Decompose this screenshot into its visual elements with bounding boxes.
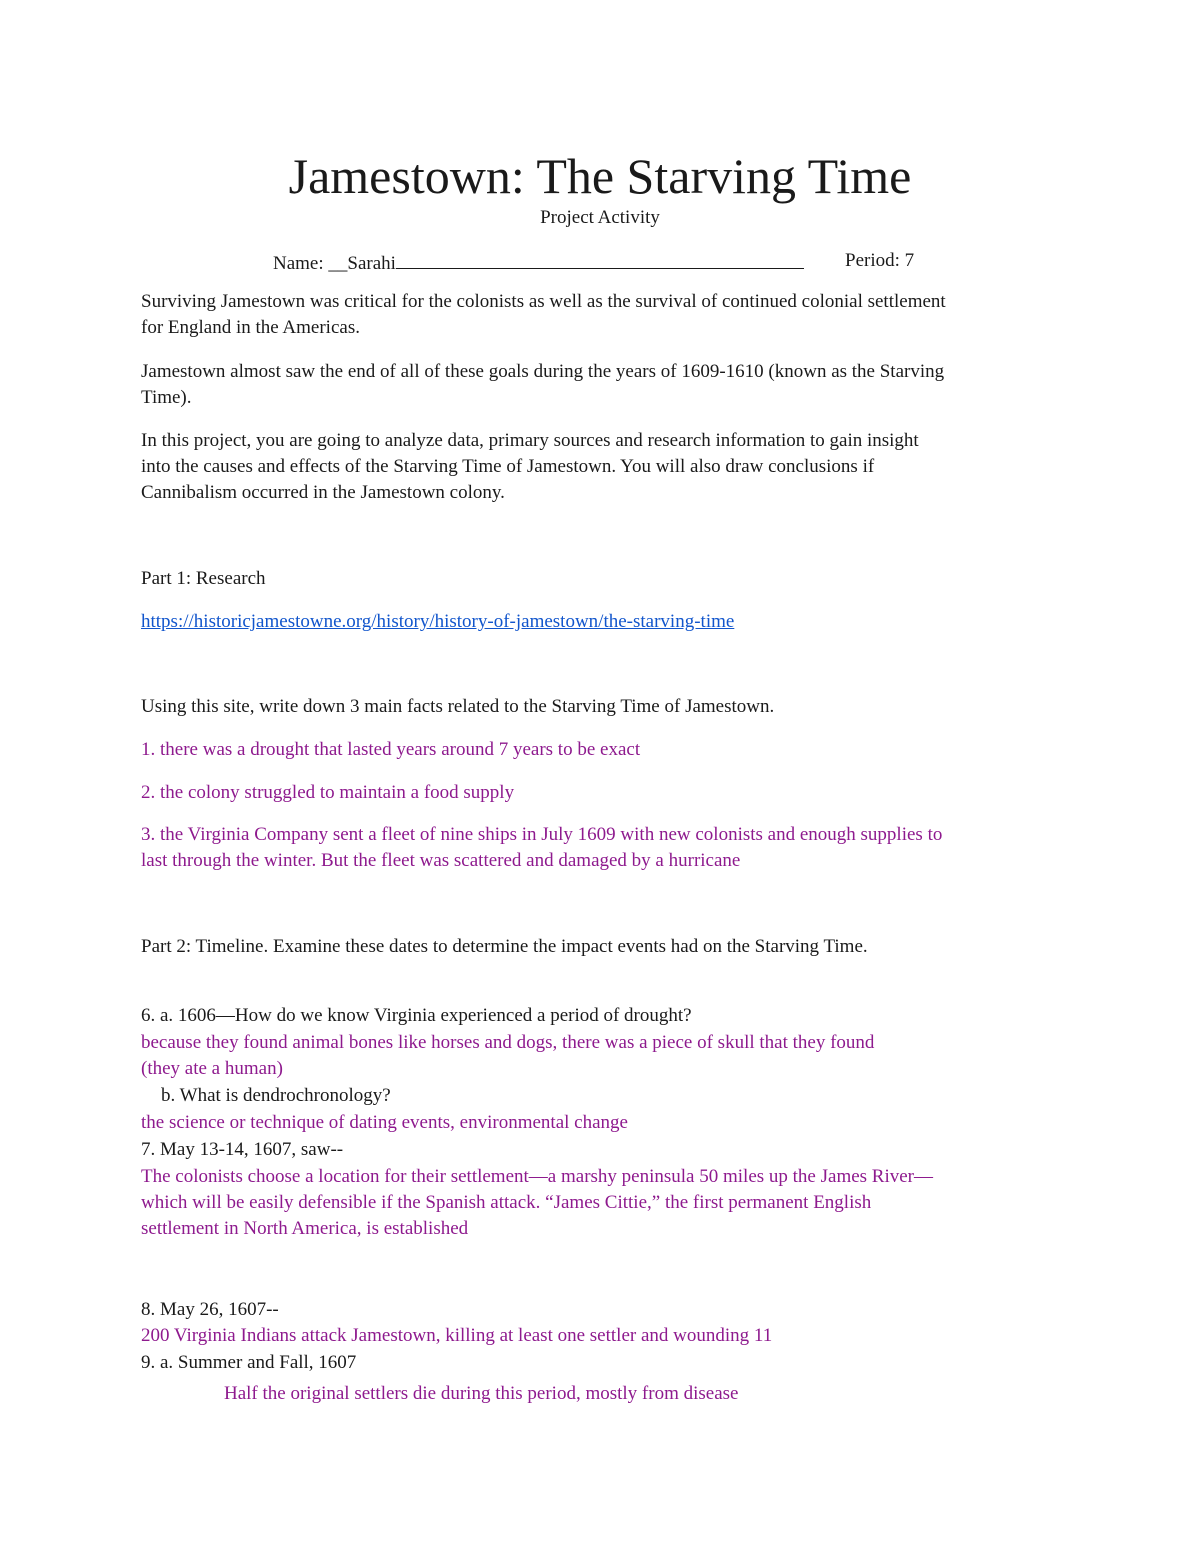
question-7: 7. May 13-14, 1607, saw-- bbox=[141, 1139, 344, 1160]
name-line bbox=[273, 248, 804, 277]
answer-7-line3: settlement in North America, is established bbox=[141, 1218, 469, 1239]
fact-2: 2. the colony struggled to maintain a food supply bbox=[141, 782, 515, 803]
intro-p1-line1: Surviving Jamestown was critical for the colonists as well as the survival of continued colonial settlement bbox=[141, 291, 946, 312]
answer-8: 200 Virginia Indians attack Jamestown, killing at least one settler and wounding 11 bbox=[141, 1325, 773, 1346]
period-label: Period: 7 bbox=[845, 250, 915, 271]
part1-instruction: Using this site, write down 3 main facts related to the Starving Time of Jamestown. bbox=[141, 696, 775, 717]
page-subtitle: Project Activity bbox=[540, 207, 660, 228]
name-label: Name: __Sarahi bbox=[273, 253, 396, 274]
question-6a: 6. a. 1606—How do we know Virginia experienced a period of drought? bbox=[141, 1005, 692, 1026]
question-9a: 9. a. Summer and Fall, 1607 bbox=[141, 1352, 357, 1373]
intro-p2-line1: Jamestown almost saw the end of all of these goals during the years of 1609-1610 (known as the Starving bbox=[141, 361, 945, 382]
intro-p1-line2: for England in the Americas. bbox=[141, 317, 360, 338]
research-link[interactable]: https://historicjamestowne.org/history/history-of-jamestown/the-starving-time bbox=[141, 611, 735, 632]
answer-6b: the science or technique of dating events, environmental change bbox=[141, 1112, 628, 1133]
answer-6a-line1: because they found animal bones like horses and dogs, there was a piece of skull that they found bbox=[141, 1032, 875, 1053]
part1-heading: Part 1: Research bbox=[141, 568, 266, 589]
answer-7-line2: which will be easily defensible if the Spanish attack. “James Cittie,” the first permanent English bbox=[141, 1192, 872, 1213]
page-title: Jamestown: The Starving Time bbox=[288, 148, 912, 204]
answer-7-line1: The colonists choose a location for their settlement—a marshy peninsula 50 miles up the James River— bbox=[141, 1166, 934, 1187]
intro-p3-line3: Cannibalism occurred in the Jamestown colony. bbox=[141, 482, 505, 503]
question-8: 8. May 26, 1607-- bbox=[141, 1299, 279, 1320]
intro-p3-line1: In this project, you are going to analyze data, primary sources and research information to gain insight bbox=[141, 430, 919, 451]
intro-p3-line2: into the causes and effects of the Starving Time of Jamestown. You will also draw conclusions if bbox=[141, 456, 875, 477]
fact-3-line2: last through the winter. But the fleet was scattered and damaged by a hurricane bbox=[141, 850, 741, 871]
intro-p2-line2: Time). bbox=[141, 387, 192, 408]
part2-heading: Part 2: Timeline. Examine these dates to determine the impact events had on the Starving Time. bbox=[141, 936, 868, 957]
fact-3-line1: 3. the Virginia Company sent a fleet of nine ships in July 1609 with new colonists and enough supplies to bbox=[141, 824, 943, 845]
answer-6a-line2: (they ate a human) bbox=[141, 1058, 283, 1079]
fact-1: 1. there was a drought that lasted years around 7 years to be exact bbox=[141, 739, 641, 760]
question-6b: b. What is dendrochronology? bbox=[161, 1085, 391, 1106]
answer-9a: Half the original settlers die during this period, mostly from disease bbox=[224, 1383, 739, 1404]
name-blank bbox=[396, 248, 804, 269]
